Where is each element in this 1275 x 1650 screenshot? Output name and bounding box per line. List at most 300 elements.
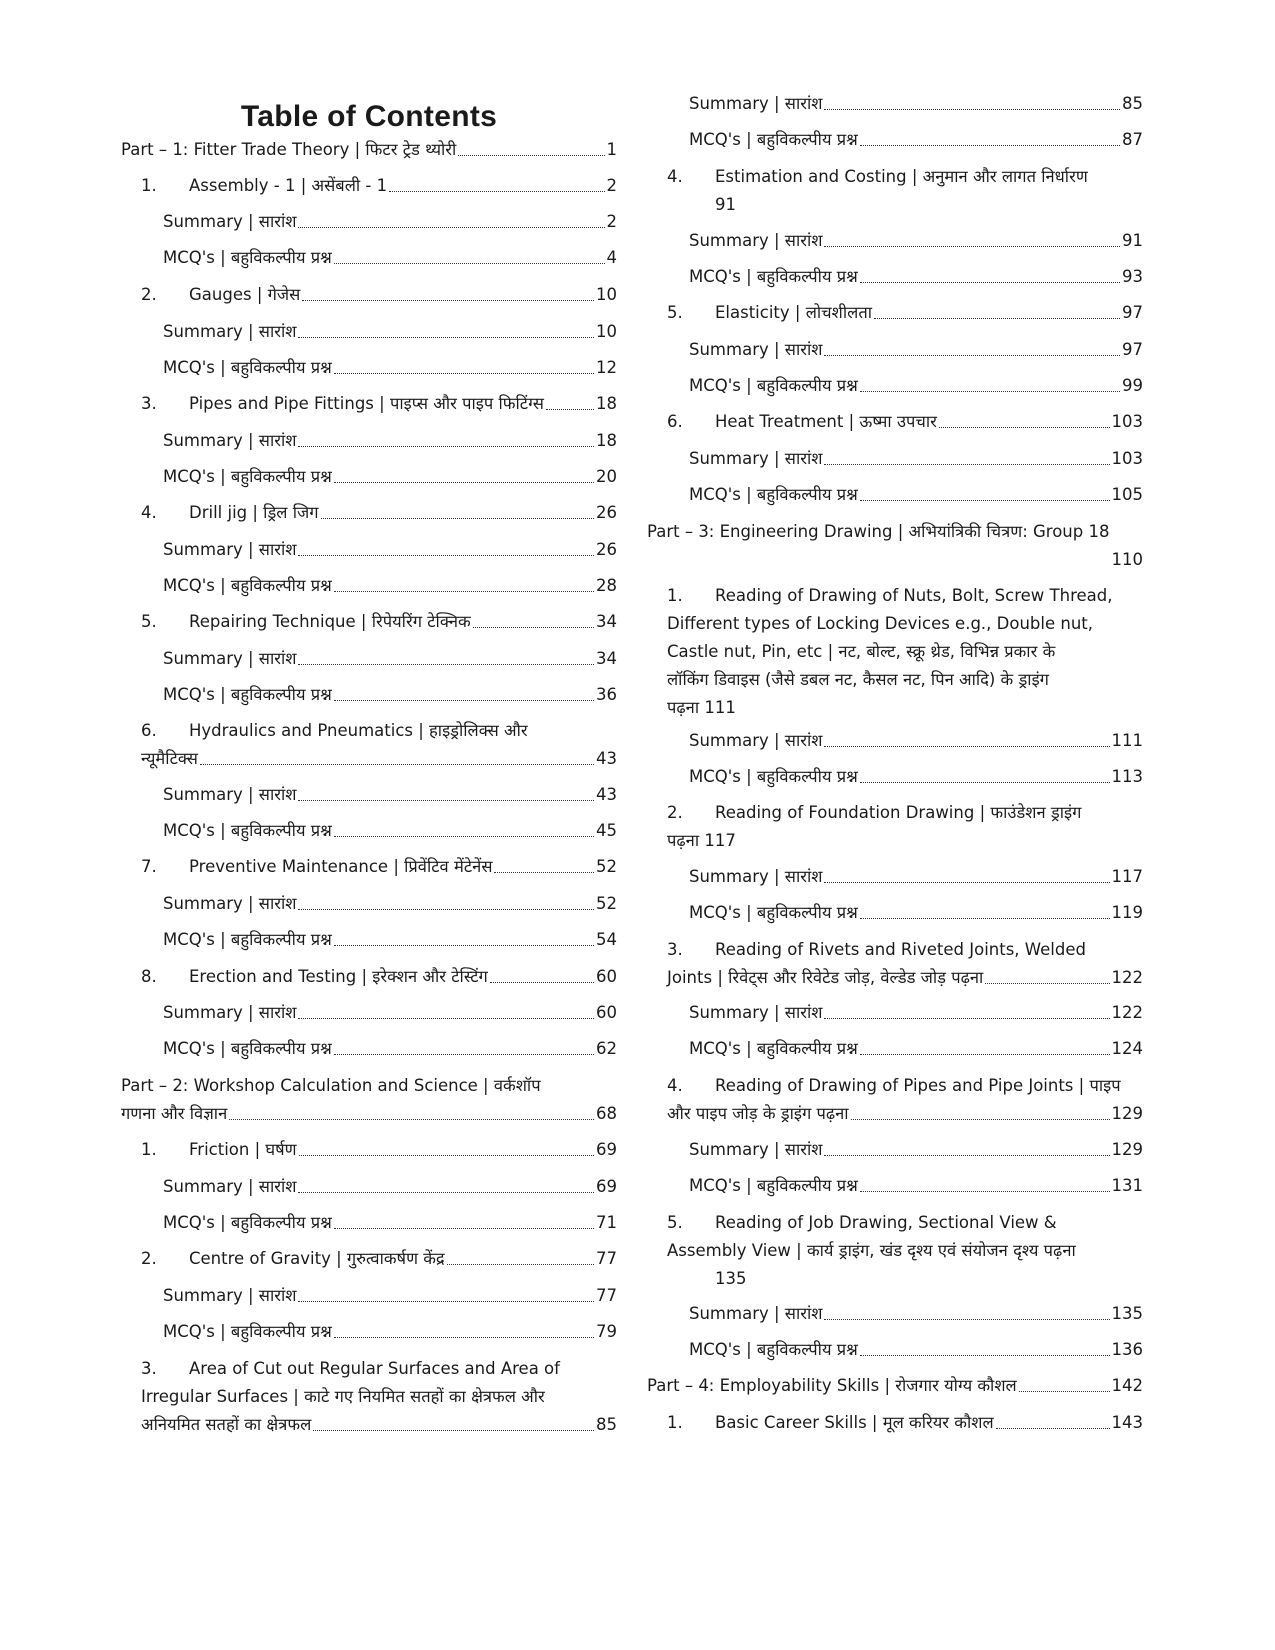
entry-line (667, 1209, 1143, 1237)
dot-leader (860, 145, 1120, 146)
entry-number: 1. (141, 176, 157, 195)
toc-entry[interactable] (667, 408, 1143, 436)
entry-line (689, 1300, 1143, 1328)
entry-line (647, 546, 1143, 574)
dot-leader (473, 627, 594, 628)
toc-entry[interactable] (163, 1035, 617, 1063)
entry-line (689, 1172, 1143, 1200)
entry-number: 4. (667, 167, 683, 186)
entry-number: 2. (141, 285, 157, 304)
dot-leader (334, 373, 594, 374)
toc-entry[interactable] (689, 727, 1143, 755)
toc-entry[interactable] (689, 336, 1143, 364)
entry-label: Castle nut, Pin, etc | नट, बोल्ट, स्क्रू थ्रेड, विभिन्न प्रकार के (667, 642, 1056, 661)
dot-leader (298, 446, 594, 447)
entry-page-number: 18 (596, 394, 617, 413)
entry-line (163, 817, 617, 845)
entry-line (163, 1282, 617, 1310)
entry-line (163, 318, 617, 346)
entry-label: Heat Treatment | ऊष्मा उपचार (715, 412, 937, 431)
entry-label: MCQ's | बहुविकल्पीय प्रश्न (163, 248, 332, 267)
toc-entry[interactable] (689, 1136, 1143, 1164)
toc-entry[interactable] (689, 126, 1143, 154)
entry-label: Summary | सारांश (689, 449, 823, 468)
entry-line (689, 1336, 1143, 1364)
entry-page-number: 85 (596, 1415, 617, 1434)
entry-line (163, 781, 617, 809)
entry-line (667, 191, 1143, 219)
entry-page-number: 113 (1111, 767, 1143, 786)
toc-part-2[interactable] (121, 1072, 617, 1128)
dot-leader (824, 355, 1120, 356)
entry-label: Area of Cut out Regular Surfaces and Area of (189, 1359, 560, 1378)
entry-label: Assembly - 1 | असेंबली - 1 (189, 176, 388, 195)
entry-line (141, 1383, 617, 1411)
dot-leader (860, 1191, 1110, 1192)
toc-entry[interactable] (163, 427, 617, 455)
entry-label: Summary | सारांश (163, 322, 297, 341)
toc-entry[interactable] (689, 999, 1143, 1027)
entry-page-number: 71 (596, 1213, 617, 1232)
dot-leader (313, 1430, 594, 1431)
entry-line (163, 681, 617, 709)
toc-entry[interactable] (163, 463, 617, 491)
entry-page-number: 93 (1122, 267, 1143, 286)
dot-leader (302, 300, 594, 301)
entry-line (163, 354, 617, 382)
entry-label: MCQ's | बहुविकल्पीय प्रश्न (163, 358, 332, 377)
dot-leader (494, 872, 594, 873)
entry-number: 1. (141, 1140, 157, 1159)
dot-leader (229, 1119, 594, 1120)
entry-line (689, 999, 1143, 1027)
entry-line (163, 572, 617, 600)
dot-leader (334, 945, 594, 946)
toc-entry[interactable] (163, 890, 617, 918)
entry-page-number: 136 (1111, 1340, 1143, 1359)
toc-entry[interactable] (689, 481, 1143, 509)
dot-leader (299, 1155, 594, 1156)
entry-number: 3. (141, 394, 157, 413)
dot-leader (298, 227, 604, 228)
toc-entry[interactable] (141, 853, 617, 881)
dot-leader (824, 882, 1109, 883)
entry-label: Summary | सारांश (163, 1286, 297, 1305)
dot-leader (298, 1192, 594, 1193)
entry-page-number: 129 (1111, 1104, 1143, 1123)
entry-line (667, 936, 1143, 964)
dot-leader (860, 282, 1120, 283)
entry-label: न्यूमैटिक्स (141, 749, 198, 768)
entry-line (689, 481, 1143, 509)
entry-line (141, 1411, 617, 1439)
entry-page-number: 105 (1111, 485, 1143, 504)
entry-label: पढ़ना (667, 831, 700, 850)
entry-page-number: 26 (596, 503, 617, 522)
entry-page-number: 60 (596, 967, 617, 986)
entry-page-number: 142 (1111, 1376, 1143, 1395)
entry-page-number: 97 (1122, 303, 1143, 322)
dot-leader (860, 391, 1120, 392)
toc-part-1[interactable] (121, 136, 617, 164)
entry-label: Summary | सारांश (689, 1304, 823, 1323)
dot-leader (985, 983, 1109, 984)
entry-line (667, 582, 1143, 610)
dot-leader (298, 664, 594, 665)
entry-line (163, 208, 617, 236)
toc-entry[interactable] (667, 1409, 1143, 1437)
entry-line (141, 853, 617, 881)
toc-entry[interactable] (163, 208, 617, 236)
page-title: Table of Contents (240, 100, 498, 133)
toc-entry[interactable] (689, 1035, 1143, 1063)
toc-entry[interactable] (689, 263, 1143, 291)
entry-number: 2. (667, 803, 683, 822)
entry-label: Reading of Drawing of Nuts, Bolt, Screw Thread, (715, 586, 1113, 605)
entry-label: MCQ's | बहुविकल्पीय प्रश्न (689, 1340, 858, 1359)
entry-line (141, 608, 617, 636)
entry-line (689, 263, 1143, 291)
dot-leader (851, 1119, 1110, 1120)
entry-label: Centre of Gravity | गुरुत्वाकर्षण केंद्र (189, 1249, 445, 1268)
entry-line (163, 463, 617, 491)
entry-page-number: 143 (1111, 1413, 1143, 1432)
entry-line (141, 172, 617, 200)
entry-line (667, 1072, 1143, 1100)
toc-entry[interactable] (163, 1318, 617, 1346)
entry-label: MCQ's | बहुविकल्पीय प्रश्न (163, 1322, 332, 1341)
entry-label: Summary | सारांश (163, 1177, 297, 1196)
toc-entry[interactable] (141, 1136, 617, 1164)
entry-page-number: 28 (596, 576, 617, 595)
entry-page-number: 34 (596, 612, 617, 631)
dot-leader (200, 764, 594, 765)
toc-entry[interactable] (163, 572, 617, 600)
toc-entry[interactable] (141, 281, 617, 309)
entry-label: Part – 1: Fitter Trade Theory | फिटर ट्रेड थ्योरी (121, 140, 457, 159)
entry-line (667, 163, 1143, 191)
entry-line (141, 1245, 617, 1273)
entry-label: Summary | सारांश (163, 431, 297, 450)
entry-line (667, 694, 1143, 722)
entry-line (163, 926, 617, 954)
entry-page-number: 26 (596, 540, 617, 559)
dot-leader (490, 982, 594, 983)
entry-label: MCQ's | बहुविकल्पीय प्रश्न (163, 1039, 332, 1058)
entry-page-number: 129 (1111, 1140, 1143, 1159)
entry-line (121, 1100, 617, 1128)
entry-line (163, 244, 617, 272)
toc-entry[interactable] (141, 172, 617, 200)
entry-page-number: 77 (596, 1249, 617, 1268)
entry-label: Summary | सारांश (689, 94, 823, 113)
entry-number: 3. (141, 1359, 157, 1378)
entry-page-number: 85 (1122, 94, 1143, 113)
dot-leader (824, 1155, 1109, 1156)
toc-entry[interactable] (141, 963, 617, 991)
dot-leader (458, 155, 604, 156)
entry-label: Summary | सारांश (163, 212, 297, 231)
entry-page-number: 43 (596, 749, 617, 768)
entry-line (667, 1100, 1143, 1128)
toc-entry[interactable] (689, 90, 1143, 118)
dot-leader (824, 246, 1120, 247)
entry-page-number: 87 (1122, 130, 1143, 149)
entry-line (141, 499, 617, 527)
toc-entry[interactable] (141, 608, 617, 636)
entry-page-number: 110 (1111, 550, 1143, 569)
entry-label: Part – 4: Employability Skills | रोजगार योग्य कौशल (647, 1376, 1017, 1395)
entry-page-number: 117 (1111, 867, 1143, 886)
entry-label: MCQ's | बहुविकल्पीय प्रश्न (689, 485, 858, 504)
entry-line (689, 763, 1143, 791)
entry-page-number: 54 (596, 930, 617, 949)
entry-page-number: 124 (1111, 1039, 1143, 1058)
dot-leader (334, 1054, 594, 1055)
toc-entry[interactable] (141, 390, 617, 418)
dot-leader (860, 918, 1110, 919)
entry-number: 1. (667, 586, 683, 605)
toc-entry[interactable] (163, 1282, 617, 1310)
entry-page-number: 122 (1111, 1003, 1143, 1022)
entry-label: Summary | सारांश (163, 540, 297, 559)
toc-entry[interactable] (689, 1300, 1143, 1328)
entry-line (141, 963, 617, 991)
toc-entry[interactable] (141, 1245, 617, 1273)
entry-page-number: 79 (596, 1322, 617, 1341)
toc-part-4[interactable] (647, 1372, 1143, 1400)
dot-leader (824, 1319, 1109, 1320)
entry-page-number: 131 (1111, 1176, 1143, 1195)
entry-page-number: 111 (1111, 731, 1143, 750)
entry-page-number: 2 (606, 176, 617, 195)
entry-label: Gauges | गेजेस (189, 285, 301, 304)
dot-leader (860, 782, 1110, 783)
entry-label: Reading of Drawing of Pipes and Pipe Joints | पाइप (715, 1076, 1121, 1095)
entry-page-number: 117 (704, 831, 736, 850)
toc-entry[interactable] (667, 163, 1143, 219)
entry-number: 1. (667, 1413, 683, 1432)
entry-line (689, 863, 1143, 891)
entry-line (689, 126, 1143, 154)
dot-leader (334, 1228, 594, 1229)
dot-leader (334, 482, 594, 483)
entry-page-number: 43 (596, 785, 617, 804)
toc-entry[interactable] (689, 863, 1143, 891)
toc-entry[interactable] (667, 1209, 1143, 1293)
entry-number: 5. (141, 612, 157, 631)
entry-number: 6. (667, 412, 683, 431)
entry-page-number: 36 (596, 685, 617, 704)
dot-leader (334, 700, 594, 701)
entry-number: 8. (141, 967, 157, 986)
entry-label: Summary | सारांश (689, 731, 823, 750)
entry-number: 2. (141, 1249, 157, 1268)
entry-label: Repairing Technique | रिपेयरिंग टेक्निक (189, 612, 471, 631)
entry-page-number: 1 (606, 140, 617, 159)
toc-entry[interactable] (689, 1172, 1143, 1200)
entry-label: Reading of Job Drawing, Sectional View & (715, 1213, 1057, 1232)
dot-leader (824, 746, 1109, 747)
toc-entry[interactable] (689, 445, 1143, 473)
entry-page-number: 52 (596, 894, 617, 913)
entry-page-number: 10 (596, 285, 617, 304)
toc-entry[interactable] (163, 645, 617, 673)
toc-entry[interactable] (163, 536, 617, 564)
entry-line (689, 1136, 1143, 1164)
entry-line (667, 610, 1143, 638)
toc-entry[interactable] (163, 999, 617, 1027)
toc-part-3[interactable] (647, 518, 1143, 574)
entry-line (163, 1035, 617, 1063)
dot-leader (298, 800, 594, 801)
entry-line (667, 638, 1143, 666)
entry-label: Elasticity | लोचशीलता (715, 303, 873, 322)
toc-entry[interactable] (141, 717, 617, 773)
entry-page-number: 34 (596, 649, 617, 668)
dot-leader (447, 1264, 594, 1265)
entry-label: MCQ's | बहुविकल्पीय प्रश्न (689, 767, 858, 786)
toc-entry[interactable] (689, 372, 1143, 400)
entry-label: Summary | सारांश (689, 340, 823, 359)
entry-line (647, 518, 1143, 546)
toc-entry[interactable] (163, 354, 617, 382)
toc-entry[interactable] (163, 681, 617, 709)
entry-label: Estimation and Costing | अनुमान और लागत निर्धारण (715, 167, 1088, 186)
entry-page-number: 77 (596, 1286, 617, 1305)
entry-page-number: 60 (596, 1003, 617, 1022)
toc-entry[interactable] (163, 318, 617, 346)
toc-entry[interactable] (667, 1072, 1143, 1128)
entry-line (689, 372, 1143, 400)
entry-label: MCQ's | बहुविकल्पीय प्रश्न (163, 1213, 332, 1232)
dot-leader (298, 555, 594, 556)
entry-label: Pipes and Pipe Fittings | पाइप्स और पाइप फिटिंग्स (189, 394, 544, 413)
toc-entry[interactable] (667, 799, 1143, 855)
entry-label: और पाइप जोड़ के ड्राइंग पढ़ना (667, 1104, 849, 1123)
entry-page-number: 111 (704, 698, 736, 717)
entry-line (163, 645, 617, 673)
entry-line (141, 717, 617, 745)
entry-line (667, 1265, 1143, 1293)
dot-leader (824, 109, 1120, 110)
entry-page-number: 135 (715, 1269, 747, 1288)
entry-label: Hydraulics and Pneumatics | हाइड्रोलिक्स और (189, 721, 528, 740)
entry-label: MCQ's | बहुविकल्पीय प्रश्न (163, 576, 332, 595)
entry-label: MCQ's | बहुविकल्पीय प्रश्न (689, 1176, 858, 1195)
entry-label: Drill jig | ड्रिल जिग (189, 503, 319, 522)
dot-leader (996, 1428, 1110, 1429)
toc-entry[interactable] (667, 936, 1143, 992)
entry-line (689, 1035, 1143, 1063)
dot-leader (334, 591, 594, 592)
toc-entry[interactable] (141, 499, 617, 527)
entry-label: MCQ's | बहुविकल्पीय प्रश्न (689, 1039, 858, 1058)
entry-label: Different types of Locking Devices e.g., Double nut, (667, 614, 1094, 633)
entry-label: Summary | सारांश (689, 1003, 823, 1022)
entry-label: Summary | सारांश (163, 894, 297, 913)
entry-label: Summary | सारांश (163, 1003, 297, 1022)
dot-leader (824, 1018, 1109, 1019)
entry-label: Summary | सारांश (689, 1140, 823, 1159)
entry-line (163, 536, 617, 564)
entry-page-number: 103 (1111, 412, 1143, 431)
entry-page-number: 10 (596, 322, 617, 341)
entry-label: Basic Career Skills | मूल करियर कौशल (715, 1413, 994, 1432)
entry-line (163, 1209, 617, 1237)
entry-line (141, 390, 617, 418)
entry-line (141, 1355, 617, 1383)
entry-label: Friction | घर्षण (189, 1140, 297, 1159)
toc-entry[interactable] (689, 899, 1143, 927)
entry-line (141, 1136, 617, 1164)
toc-entry[interactable] (667, 582, 1143, 722)
entry-page-number: 18 (596, 431, 617, 450)
entry-line (141, 281, 617, 309)
entry-page-number: 119 (1111, 903, 1143, 922)
entry-label: Summary | सारांश (163, 649, 297, 668)
toc-entry[interactable] (163, 926, 617, 954)
dot-leader (298, 1301, 594, 1302)
entry-label: Summary | सारांश (689, 867, 823, 886)
toc-entry[interactable] (689, 1336, 1143, 1364)
entry-line (667, 1237, 1143, 1265)
entry-line (667, 1409, 1143, 1437)
entry-label: Reading of Rivets and Riveted Joints, Welded (715, 940, 1086, 959)
entry-page-number: 122 (1111, 968, 1143, 987)
toc-entry[interactable] (689, 763, 1143, 791)
entry-label: MCQ's | बहुविकल्पीय प्रश्न (163, 685, 332, 704)
toc-entry[interactable] (163, 244, 617, 272)
entry-line (647, 1372, 1143, 1400)
toc-entry[interactable] (163, 781, 617, 809)
toc-entry[interactable] (667, 299, 1143, 327)
toc-entry[interactable] (141, 1355, 617, 1439)
entry-page-number: 52 (596, 857, 617, 876)
entry-label: MCQ's | बहुविकल्पीय प्रश्न (689, 130, 858, 149)
entry-number: 6. (141, 721, 157, 740)
entry-number: 4. (141, 503, 157, 522)
entry-page-number: 62 (596, 1039, 617, 1058)
dot-leader (546, 409, 594, 410)
toc-entry[interactable] (689, 227, 1143, 255)
entry-line (667, 299, 1143, 327)
entry-label: अनियमित सतहों का क्षेत्रफल (141, 1415, 312, 1434)
entry-line (141, 745, 617, 773)
entry-page-number: 69 (596, 1140, 617, 1159)
toc-entry[interactable] (163, 1173, 617, 1201)
entry-label: Part – 2: Workshop Calculation and Science | वर्कशॉप (121, 1076, 541, 1095)
toc-entry[interactable] (163, 817, 617, 845)
entry-page-number: 12 (596, 358, 617, 377)
toc-entry[interactable] (163, 1209, 617, 1237)
entry-line (163, 427, 617, 455)
dot-leader (824, 464, 1109, 465)
entry-number: 3. (667, 940, 683, 959)
entry-line (667, 408, 1143, 436)
entry-line (121, 1072, 617, 1100)
entry-page-number: 2 (606, 212, 617, 231)
entry-label: Irregular Surfaces | काटे गए नियमित सतहों का क्षेत्रफल और (141, 1387, 545, 1406)
entry-line (689, 899, 1143, 927)
entry-page-number: 4 (606, 248, 617, 267)
entry-label: Assembly View | कार्य ड्राइंग, खंड दृश्य एवं संयोजन दृश्य पढ़ना (667, 1241, 1076, 1260)
dot-leader (334, 1337, 594, 1338)
entry-number: 5. (667, 303, 683, 322)
entry-page-number: 69 (596, 1177, 617, 1196)
dot-leader (860, 1054, 1110, 1055)
entry-line (689, 445, 1143, 473)
